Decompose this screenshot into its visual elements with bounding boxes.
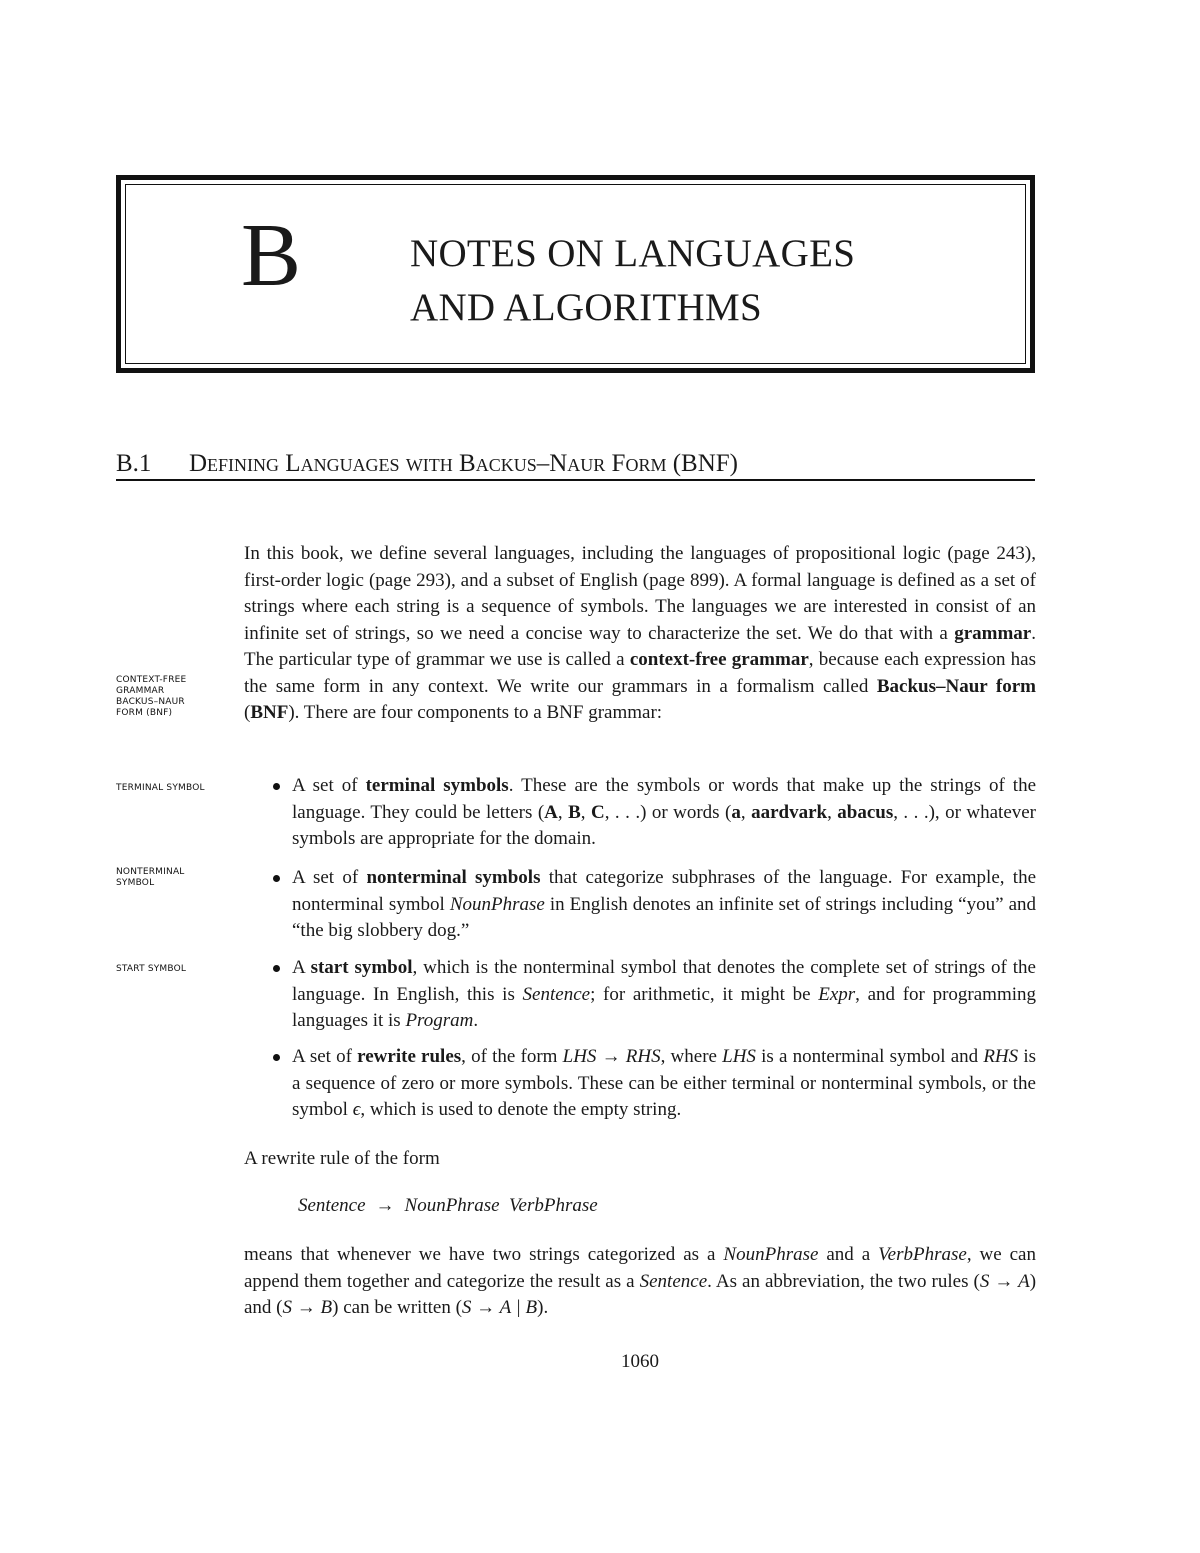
section-heading	[116, 449, 1035, 481]
margin-note-line: GRAMMAR	[116, 686, 165, 696]
term-backus-naur-form: Backus–Naur form	[876, 675, 1036, 697]
text-run: In this book, we define several languages, including the languages of propositional logic (page 243), first-order logic (page 293), and a subset of English (page 899). A formal language is defined as a set of strings where each string is a sequence of symbols. The languages we are interested in consist of an infinite set of strings, so we need a concise way to characterize the set. We do that with a	[244, 543, 1036, 644]
text-run: ) can be written (	[332, 1297, 462, 1318]
list-item-start-symbol	[244, 955, 1036, 1035]
margin-note-line: NONTERMINAL	[116, 867, 185, 877]
math-sentence: Sentence	[639, 1270, 708, 1292]
text-run: A set of	[292, 1046, 358, 1067]
example-word: aardvark	[751, 801, 828, 823]
math-nounphrase: NounPhrase	[723, 1244, 819, 1265]
list-item-text	[292, 1044, 1036, 1124]
bullet-icon	[273, 1054, 280, 1061]
term-context-free-grammar: context-free grammar	[629, 649, 809, 670]
text-run: .	[473, 1010, 479, 1031]
example-letter: B	[568, 801, 581, 823]
text-run: , we can append them together and categorize the result as a	[244, 1244, 1036, 1292]
bullet-icon	[273, 875, 280, 882]
text-run: , . . .), or whatever symbols are appropriate for the domain.	[292, 801, 1037, 849]
section-number: B.1	[116, 450, 152, 477]
text-run: , where	[660, 1046, 723, 1067]
text-run: ,	[580, 801, 591, 823]
text-run: A set of	[292, 867, 367, 888]
example-letter: C	[591, 801, 605, 823]
text-run: ; for arithmetic, it might be	[590, 983, 819, 1005]
closing-paragraph	[244, 1242, 1036, 1322]
list-item-text	[292, 955, 1036, 1035]
term-grammar: grammar	[954, 622, 1032, 644]
text-run: , . . .) or words (	[604, 801, 732, 823]
text-run: ,	[827, 801, 838, 823]
term-rewrite-rules: rewrite rules	[357, 1046, 462, 1067]
text-run: is a nonterminal symbol and	[755, 1046, 984, 1067]
math-program: Program	[405, 1010, 474, 1031]
text-run: ).	[537, 1297, 549, 1318]
text-run: and a	[818, 1244, 879, 1265]
chapter-heading-inner-frame	[125, 184, 1026, 364]
math-rhs: RHS	[983, 1046, 1019, 1067]
math-rhs: RHS	[625, 1046, 661, 1067]
text-run: . These are the symbols or words that make up the strings of the language. They could be letters (	[292, 775, 1036, 823]
text-run: ,	[740, 801, 752, 823]
text-run: in English denotes an infinite set of strings including “you” and “the big slobbery dog.”	[292, 893, 1037, 941]
text-run: means that whenever we have two strings categorized as a	[244, 1244, 724, 1265]
text-run: A	[292, 957, 311, 978]
list-item-rewrite-rules	[244, 1044, 1036, 1124]
math-rule-s-b: S → B	[282, 1297, 333, 1318]
margin-note-context-free-grammar	[116, 675, 226, 719]
math-nounphrase: NounPhrase	[449, 893, 545, 915]
margin-note-terminal-symbol	[116, 783, 226, 794]
text-run: ) and (	[244, 1270, 1037, 1318]
text-run: . As an abbreviation, the two rules (	[707, 1270, 980, 1292]
margin-note-start-symbol	[116, 964, 226, 975]
text-run: ,	[557, 801, 569, 823]
example-letter: A	[544, 801, 558, 823]
text-run: is a sequence of zero or more symbols. These can be either terminal or nonterminal symbols, or the symbol	[292, 1046, 1036, 1120]
bullet-icon	[273, 965, 280, 972]
section-title: Defining Languages with Backus–Naur Form (BNF)	[189, 450, 738, 477]
math-verbphrase: VerbPhrase	[878, 1244, 967, 1265]
rule-lhs: Sentence	[298, 1195, 366, 1216]
chapter-heading-box	[116, 175, 1035, 373]
text-run: , which is the nonterminal symbol that denotes the complete set of strings of the language. In English, this is	[292, 957, 1036, 1005]
math-epsilon: ϵ	[352, 1099, 361, 1120]
term-start-symbol: start symbol	[310, 957, 413, 978]
term-bnf: BNF	[250, 702, 289, 723]
arrow-symbol: →	[375, 1195, 395, 1216]
margin-note-line: CONTEXT-FREE	[116, 675, 187, 685]
arrow-symbol: →	[596, 1046, 626, 1067]
math-rule-s-a: S → A	[979, 1270, 1030, 1292]
chapter-title	[410, 227, 855, 335]
list-item-text	[292, 773, 1036, 853]
margin-note-line: FORM (BNF)	[116, 708, 173, 718]
text-run: , because each expression has the same form in any context. We write our grammars in a formalism called	[244, 649, 1037, 697]
list-item-nonterminal-symbols	[244, 865, 1036, 945]
rewrite-rule-intro: A rewrite rule of the form	[244, 1148, 440, 1169]
page-number: 1060	[621, 1351, 659, 1372]
chapter-title-line-1: NOTES ON LANGUAGES	[410, 232, 856, 275]
text-run: A set of	[292, 775, 366, 796]
text-run: , which is used to denote the empty string.	[360, 1099, 682, 1120]
math-lhs: LHS	[562, 1046, 597, 1067]
bullet-icon	[273, 783, 280, 790]
margin-note-nonterminal-symbol	[116, 867, 226, 889]
example-word: a	[731, 801, 741, 823]
math-sentence: Sentence	[522, 983, 591, 1005]
text-run: , of the form	[461, 1046, 563, 1067]
text-run: ). There are four components to a BNF grammar:	[288, 702, 663, 723]
list-item-text	[292, 865, 1036, 945]
margin-note-line: TERMINAL SYMBOL	[116, 783, 205, 793]
chapter-title-line-2: AND ALGORITHMS	[410, 286, 762, 329]
term-nonterminal-symbols: nonterminal symbols	[366, 867, 541, 888]
text-run: . The particular type of grammar we use is called a	[244, 622, 1036, 670]
math-rule-s-a-or-b: S → A | B	[461, 1297, 538, 1318]
intro-paragraph	[244, 541, 1036, 727]
rule-rhs: NounPhrase VerbPhrase	[404, 1195, 598, 1216]
math-lhs: LHS	[722, 1046, 756, 1067]
text-run: , and for programming languages it is	[292, 983, 1037, 1031]
chapter-letter: B	[241, 206, 302, 305]
margin-note-line: BACKUS–NAUR	[116, 697, 185, 707]
math-expr: Expr	[818, 983, 856, 1005]
term-terminal-symbols: terminal symbols	[365, 775, 509, 796]
list-item-terminal-symbols	[244, 773, 1036, 853]
text-run: (	[244, 702, 251, 723]
margin-note-line: SYMBOL	[116, 878, 155, 888]
margin-note-line: START SYMBOL	[116, 964, 187, 974]
text-run: that categorize subphrases of the language. For example, the nonterminal symbol	[292, 867, 1037, 915]
example-rewrite-rule	[298, 1193, 598, 1219]
example-word: abacus	[837, 801, 894, 823]
